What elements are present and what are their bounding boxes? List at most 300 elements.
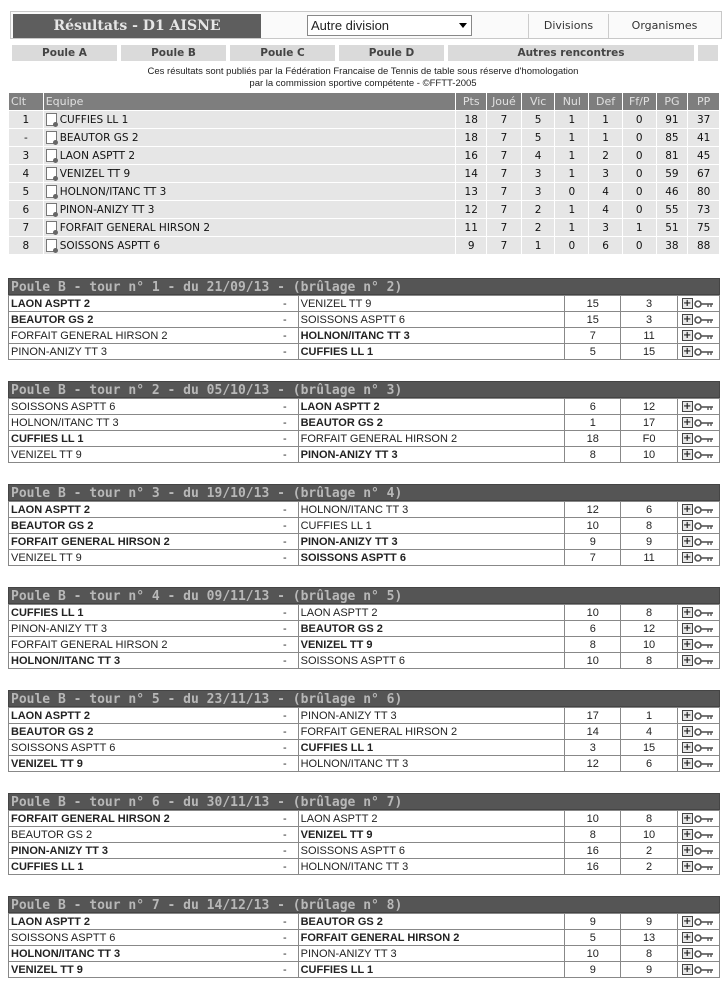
versus-separator: - bbox=[272, 296, 298, 312]
match-row bbox=[9, 344, 720, 360]
match-row bbox=[9, 605, 720, 621]
away-team: LAON ASPTT 2 bbox=[298, 811, 564, 827]
key-icon[interactable] bbox=[694, 933, 714, 943]
matches-table bbox=[8, 398, 720, 463]
plus-icon[interactable]: + bbox=[683, 964, 692, 976]
matches-table bbox=[8, 295, 720, 360]
col-equipe[interactable]: Equipe bbox=[43, 93, 456, 111]
plus-icon[interactable]: + bbox=[683, 639, 692, 651]
match-actions bbox=[677, 859, 719, 875]
key-icon[interactable] bbox=[694, 418, 714, 428]
home-score: 17 bbox=[565, 708, 621, 724]
key-icon[interactable] bbox=[694, 608, 714, 618]
standings-cell: - bbox=[9, 129, 44, 147]
col-joue[interactable]: Joué bbox=[487, 93, 522, 111]
versus-separator: - bbox=[272, 859, 298, 875]
team-sheet-icon[interactable] bbox=[46, 203, 57, 216]
versus-separator: - bbox=[272, 811, 298, 827]
match-actions bbox=[677, 415, 719, 431]
tab-poule-c[interactable]: Poule C bbox=[230, 45, 335, 61]
round-block bbox=[8, 896, 720, 978]
home-team: HOLNON/ITANC TT 3 bbox=[9, 946, 272, 962]
standings-row bbox=[9, 165, 720, 183]
tab-poule-d[interactable]: Poule D bbox=[339, 45, 444, 61]
team-name[interactable]: HOLNON/ITANC TT 3 bbox=[59, 186, 167, 198]
col-def[interactable]: Def bbox=[589, 93, 623, 111]
team-name[interactable]: CUFFIES LL 1 bbox=[59, 114, 129, 126]
key-icon[interactable] bbox=[694, 759, 714, 769]
key-icon[interactable] bbox=[694, 450, 714, 460]
page-title: Résultats - D1 AISNE bbox=[13, 14, 261, 38]
away-score: 11 bbox=[621, 550, 677, 566]
standings-cell: 14 bbox=[456, 165, 487, 183]
away-score: 2 bbox=[621, 843, 677, 859]
standings-cell: 75 bbox=[688, 219, 720, 237]
team-name[interactable]: VENIZEL TT 9 bbox=[59, 168, 131, 180]
standings-cell: 7 bbox=[487, 201, 522, 219]
match-actions bbox=[677, 605, 719, 621]
away-team: VENIZEL TT 9 bbox=[298, 827, 564, 843]
tab-poule-a[interactable]: Poule A bbox=[12, 45, 117, 61]
home-team: CUFFIES LL 1 bbox=[9, 859, 272, 875]
tab-autres-rencontres[interactable]: Autres rencontres bbox=[448, 45, 694, 61]
away-team: CUFFIES LL 1 bbox=[298, 344, 564, 360]
plus-icon[interactable]: + bbox=[683, 417, 692, 429]
standings-cell: 11 bbox=[456, 219, 487, 237]
home-score: 10 bbox=[565, 605, 621, 621]
team-cell bbox=[43, 129, 456, 147]
versus-separator: - bbox=[272, 502, 298, 518]
standings-cell: 0 bbox=[622, 147, 656, 165]
home-score: 12 bbox=[565, 502, 621, 518]
away-score: 12 bbox=[621, 621, 677, 637]
team-name[interactable]: FORFAIT GENERAL HIRSON 2 bbox=[59, 222, 211, 234]
plus-icon[interactable]: + bbox=[683, 552, 692, 564]
standings-cell: 55 bbox=[656, 201, 688, 219]
plus-icon[interactable]: + bbox=[683, 948, 692, 960]
plus-icon[interactable]: + bbox=[683, 520, 692, 532]
match-row bbox=[9, 621, 720, 637]
standings-header-row bbox=[9, 93, 720, 111]
key-icon[interactable] bbox=[694, 640, 714, 650]
standings-cell: 41 bbox=[688, 129, 720, 147]
match-actions bbox=[677, 296, 719, 312]
plus-icon[interactable]: + bbox=[683, 655, 692, 667]
away-score: 15 bbox=[621, 344, 677, 360]
team-sheet-icon[interactable] bbox=[46, 149, 57, 162]
standings-cell: 4 bbox=[9, 165, 44, 183]
plus-icon[interactable]: + bbox=[683, 346, 692, 358]
team-cell bbox=[43, 147, 456, 165]
home-team: PINON-ANIZY TT 3 bbox=[9, 843, 272, 859]
away-score: 10 bbox=[621, 637, 677, 653]
away-team: FORFAIT GENERAL HIRSON 2 bbox=[298, 930, 564, 946]
notice-line-2: par la commission sportive compétente - ©FFTT-2005 bbox=[249, 78, 477, 89]
home-team: VENIZEL TT 9 bbox=[9, 962, 272, 978]
standings-cell: 0 bbox=[622, 237, 656, 255]
plus-icon[interactable]: + bbox=[683, 314, 692, 326]
home-score: 14 bbox=[565, 724, 621, 740]
away-team: SOISSONS ASPTT 6 bbox=[298, 653, 564, 669]
home-team: BEAUTOR GS 2 bbox=[9, 312, 272, 328]
division-select[interactable] bbox=[307, 15, 472, 36]
standings-cell: 37 bbox=[688, 111, 720, 129]
key-icon[interactable] bbox=[694, 315, 714, 325]
match-row bbox=[9, 708, 720, 724]
standings-cell: 7 bbox=[487, 237, 522, 255]
divisions-link[interactable]: Divisions bbox=[528, 14, 608, 38]
standings-cell: 13 bbox=[456, 183, 487, 201]
plus-icon[interactable]: + bbox=[683, 449, 692, 461]
standings-cell: 46 bbox=[656, 183, 688, 201]
standings-cell: 18 bbox=[456, 129, 487, 147]
standings-row bbox=[9, 111, 720, 129]
matches-table bbox=[8, 913, 720, 978]
standings-cell: 1 bbox=[555, 165, 589, 183]
away-score: 10 bbox=[621, 447, 677, 463]
standings-row bbox=[9, 183, 720, 201]
match-row bbox=[9, 399, 720, 415]
match-row bbox=[9, 518, 720, 534]
standings-cell: 1 bbox=[521, 237, 555, 255]
key-icon[interactable] bbox=[694, 553, 714, 563]
plus-icon[interactable]: + bbox=[683, 861, 692, 873]
standings-cell: 38 bbox=[656, 237, 688, 255]
match-row bbox=[9, 827, 720, 843]
plus-icon[interactable]: + bbox=[683, 726, 692, 738]
away-team: SOISSONS ASPTT 6 bbox=[298, 312, 564, 328]
versus-separator: - bbox=[272, 653, 298, 669]
col-pts[interactable]: Pts bbox=[456, 93, 487, 111]
versus-separator: - bbox=[272, 312, 298, 328]
matches-table bbox=[8, 707, 720, 772]
away-team: HOLNON/ITANC TT 3 bbox=[298, 859, 564, 875]
team-name[interactable]: SOISSONS ASPTT 6 bbox=[59, 240, 161, 252]
away-score: 8 bbox=[621, 518, 677, 534]
standings-cell: 0 bbox=[622, 165, 656, 183]
plus-icon[interactable]: + bbox=[683, 298, 692, 310]
tab-spacer bbox=[698, 45, 718, 61]
plus-icon[interactable]: + bbox=[683, 401, 692, 413]
key-icon[interactable] bbox=[694, 537, 714, 547]
standings-cell: 45 bbox=[688, 147, 720, 165]
match-actions bbox=[677, 534, 719, 550]
versus-separator: - bbox=[272, 637, 298, 653]
standings-cell: 1 bbox=[589, 129, 623, 147]
key-icon[interactable] bbox=[694, 434, 714, 444]
away-team: PINON-ANIZY TT 3 bbox=[298, 447, 564, 463]
away-team: VENIZEL TT 9 bbox=[298, 296, 564, 312]
round-block bbox=[8, 381, 720, 463]
team-sheet-icon[interactable] bbox=[46, 167, 57, 180]
col-ffp[interactable]: Ff/P bbox=[622, 93, 656, 111]
versus-separator: - bbox=[272, 946, 298, 962]
match-row bbox=[9, 843, 720, 859]
match-row bbox=[9, 962, 720, 978]
key-icon[interactable] bbox=[694, 521, 714, 531]
round-block bbox=[8, 690, 720, 772]
round-title: Poule B - tour n° 3 - du 19/10/13 - (brûlage n° 4) bbox=[8, 484, 720, 501]
away-score: 1 bbox=[621, 708, 677, 724]
standings-cell: 7 bbox=[487, 111, 522, 129]
round-title: Poule B - tour n° 6 - du 30/11/13 - (brûlage n° 7) bbox=[8, 793, 720, 810]
versus-separator: - bbox=[272, 605, 298, 621]
home-score: 10 bbox=[565, 518, 621, 534]
home-score: 5 bbox=[565, 344, 621, 360]
away-score: 17 bbox=[621, 415, 677, 431]
away-team: SOISSONS ASPTT 6 bbox=[298, 550, 564, 566]
key-icon[interactable] bbox=[694, 331, 714, 341]
standings-cell: 18 bbox=[456, 111, 487, 129]
away-team: SOISSONS ASPTT 6 bbox=[298, 843, 564, 859]
organismes-link[interactable]: Organismes bbox=[608, 14, 720, 38]
home-score: 16 bbox=[565, 859, 621, 875]
standings-cell: 4 bbox=[589, 201, 623, 219]
team-sheet-icon[interactable] bbox=[46, 239, 57, 252]
versus-separator: - bbox=[272, 914, 298, 930]
match-row bbox=[9, 914, 720, 930]
plus-icon[interactable]: + bbox=[683, 504, 692, 516]
plus-icon[interactable]: + bbox=[683, 433, 692, 445]
standings-cell: 3 bbox=[521, 183, 555, 201]
plus-icon[interactable]: + bbox=[683, 758, 692, 770]
versus-separator: - bbox=[272, 447, 298, 463]
match-actions bbox=[677, 946, 719, 962]
key-icon[interactable] bbox=[694, 624, 714, 634]
match-actions bbox=[677, 740, 719, 756]
away-score: 8 bbox=[621, 811, 677, 827]
key-icon[interactable] bbox=[694, 402, 714, 412]
standings-row bbox=[9, 147, 720, 165]
away-score: 8 bbox=[621, 946, 677, 962]
plus-icon[interactable]: + bbox=[683, 607, 692, 619]
standings-cell: 2 bbox=[521, 201, 555, 219]
match-row bbox=[9, 550, 720, 566]
standings-cell: 0 bbox=[622, 201, 656, 219]
standings-cell: 5 bbox=[9, 183, 44, 201]
key-icon[interactable] bbox=[694, 814, 714, 824]
round-title: Poule B - tour n° 7 - du 14/12/13 - (brûlage n° 8) bbox=[8, 896, 720, 913]
away-score: 10 bbox=[621, 827, 677, 843]
notice-line-1: Ces résultats sont publiés par la Fédération Francaise de Tennis de table sous réserve d'homologation bbox=[147, 66, 579, 77]
plus-icon[interactable]: + bbox=[683, 536, 692, 548]
away-team: HOLNON/ITANC TT 3 bbox=[298, 328, 564, 344]
away-team: LAON ASPTT 2 bbox=[298, 605, 564, 621]
versus-separator: - bbox=[272, 518, 298, 534]
key-icon[interactable] bbox=[694, 505, 714, 515]
key-icon[interactable] bbox=[694, 846, 714, 856]
home-team: FORFAIT GENERAL HIRSON 2 bbox=[9, 534, 272, 550]
match-actions bbox=[677, 930, 719, 946]
key-icon[interactable] bbox=[694, 965, 714, 975]
standings-cell: 7 bbox=[9, 219, 44, 237]
match-actions bbox=[677, 827, 719, 843]
team-cell bbox=[43, 165, 456, 183]
matches-table bbox=[8, 501, 720, 566]
home-score: 6 bbox=[565, 621, 621, 637]
team-cell bbox=[43, 183, 456, 201]
team-cell bbox=[43, 201, 456, 219]
away-score: 11 bbox=[621, 328, 677, 344]
match-row bbox=[9, 756, 720, 772]
away-team: PINON-ANIZY TT 3 bbox=[298, 946, 564, 962]
team-cell bbox=[43, 111, 456, 129]
plus-icon[interactable]: + bbox=[683, 710, 692, 722]
key-icon[interactable] bbox=[694, 347, 714, 357]
col-nul[interactable]: Nul bbox=[555, 93, 589, 111]
match-row bbox=[9, 431, 720, 447]
match-row bbox=[9, 637, 720, 653]
versus-separator: - bbox=[272, 328, 298, 344]
versus-separator: - bbox=[272, 344, 298, 360]
round-block bbox=[8, 484, 720, 566]
match-row bbox=[9, 296, 720, 312]
round-title: Poule B - tour n° 2 - du 05/10/13 - (brûlage n° 3) bbox=[8, 381, 720, 398]
team-name[interactable]: BEAUTOR GS 2 bbox=[59, 132, 139, 144]
home-score: 5 bbox=[565, 930, 621, 946]
team-name[interactable]: PINON-ANIZY TT 3 bbox=[59, 204, 155, 216]
home-score: 15 bbox=[565, 296, 621, 312]
home-team: SOISSONS ASPTT 6 bbox=[9, 399, 272, 415]
standings-cell: 9 bbox=[456, 237, 487, 255]
plus-icon[interactable]: + bbox=[683, 813, 692, 825]
away-score: 4 bbox=[621, 724, 677, 740]
plus-icon[interactable]: + bbox=[683, 845, 692, 857]
plus-icon[interactable]: + bbox=[683, 330, 692, 342]
standings-cell: 1 bbox=[555, 111, 589, 129]
standings-cell: 1 bbox=[555, 219, 589, 237]
team-sheet-icon[interactable] bbox=[46, 221, 57, 234]
match-actions bbox=[677, 724, 719, 740]
away-score: F0 bbox=[621, 431, 677, 447]
standings-cell: 3 bbox=[589, 165, 623, 183]
away-team: PINON-ANIZY TT 3 bbox=[298, 534, 564, 550]
key-icon[interactable] bbox=[694, 917, 714, 927]
standings-cell: 3 bbox=[589, 219, 623, 237]
round-block bbox=[8, 793, 720, 875]
matches-table bbox=[8, 604, 720, 669]
versus-separator: - bbox=[272, 740, 298, 756]
home-score: 9 bbox=[565, 962, 621, 978]
chevron-down-icon bbox=[459, 23, 467, 28]
versus-separator: - bbox=[272, 843, 298, 859]
home-score: 15 bbox=[565, 312, 621, 328]
home-team: PINON-ANIZY TT 3 bbox=[9, 344, 272, 360]
key-icon[interactable] bbox=[694, 949, 714, 959]
standings-cell: 2 bbox=[521, 219, 555, 237]
home-team: LAON ASPTT 2 bbox=[9, 502, 272, 518]
col-pp[interactable]: PP bbox=[688, 93, 720, 111]
key-icon[interactable] bbox=[694, 299, 714, 309]
col-clt[interactable]: Clt bbox=[9, 93, 44, 111]
home-score: 3 bbox=[565, 740, 621, 756]
col-pg[interactable]: PG bbox=[656, 93, 688, 111]
standings-cell: 80 bbox=[688, 183, 720, 201]
team-sheet-icon[interactable] bbox=[46, 185, 57, 198]
standings-cell: 8 bbox=[9, 237, 44, 255]
home-score: 9 bbox=[565, 534, 621, 550]
match-row bbox=[9, 811, 720, 827]
away-score: 15 bbox=[621, 740, 677, 756]
versus-separator: - bbox=[272, 962, 298, 978]
home-team: BEAUTOR GS 2 bbox=[9, 518, 272, 534]
standings-cell: 6 bbox=[9, 201, 44, 219]
division-select-value: Autre division bbox=[311, 18, 390, 33]
match-actions bbox=[677, 811, 719, 827]
home-score: 8 bbox=[565, 447, 621, 463]
key-icon[interactable] bbox=[694, 743, 714, 753]
home-team: HOLNON/ITANC TT 3 bbox=[9, 415, 272, 431]
versus-separator: - bbox=[272, 621, 298, 637]
away-team: HOLNON/ITANC TT 3 bbox=[298, 756, 564, 772]
match-row bbox=[9, 740, 720, 756]
plus-icon[interactable]: + bbox=[683, 623, 692, 635]
home-score: 16 bbox=[565, 843, 621, 859]
team-sheet-icon[interactable] bbox=[46, 113, 57, 126]
away-score: 9 bbox=[621, 962, 677, 978]
away-team: HOLNON/ITANC TT 3 bbox=[298, 502, 564, 518]
standings-cell: 1 bbox=[555, 201, 589, 219]
key-icon[interactable] bbox=[694, 862, 714, 872]
key-icon[interactable] bbox=[694, 830, 714, 840]
match-actions bbox=[677, 431, 719, 447]
away-score: 9 bbox=[621, 914, 677, 930]
standings-cell: 6 bbox=[589, 237, 623, 255]
match-row bbox=[9, 415, 720, 431]
match-actions bbox=[677, 447, 719, 463]
team-sheet-icon[interactable] bbox=[46, 131, 57, 144]
home-team: CUFFIES LL 1 bbox=[9, 605, 272, 621]
match-actions bbox=[677, 502, 719, 518]
key-icon[interactable] bbox=[694, 656, 714, 666]
standings-cell: 59 bbox=[656, 165, 688, 183]
standings-cell: 3 bbox=[9, 147, 44, 165]
team-name[interactable]: LAON ASPTT 2 bbox=[59, 150, 136, 162]
away-score: 8 bbox=[621, 605, 677, 621]
match-row bbox=[9, 312, 720, 328]
versus-separator: - bbox=[272, 827, 298, 843]
away-score: 9 bbox=[621, 534, 677, 550]
col-vic[interactable]: Vic bbox=[521, 93, 555, 111]
home-score: 18 bbox=[565, 431, 621, 447]
key-icon[interactable] bbox=[694, 711, 714, 721]
plus-icon[interactable]: + bbox=[683, 829, 692, 841]
away-score: 6 bbox=[621, 756, 677, 772]
away-score: 3 bbox=[621, 312, 677, 328]
tab-poule-b[interactable]: Poule B bbox=[121, 45, 226, 61]
standings-cell: 7 bbox=[487, 147, 522, 165]
standings-cell: 91 bbox=[656, 111, 688, 129]
standings-cell: 1 bbox=[9, 111, 44, 129]
team-cell bbox=[43, 237, 456, 255]
standings-cell: 5 bbox=[521, 111, 555, 129]
round-block bbox=[8, 278, 720, 360]
plus-icon[interactable]: + bbox=[683, 932, 692, 944]
home-team: FORFAIT GENERAL HIRSON 2 bbox=[9, 637, 272, 653]
home-team: VENIZEL TT 9 bbox=[9, 756, 272, 772]
plus-icon[interactable]: + bbox=[683, 742, 692, 754]
plus-icon[interactable]: + bbox=[683, 916, 692, 928]
match-actions bbox=[677, 708, 719, 724]
standings-cell: 7 bbox=[487, 129, 522, 147]
home-team: BEAUTOR GS 2 bbox=[9, 724, 272, 740]
away-score: 12 bbox=[621, 399, 677, 415]
key-icon[interactable] bbox=[694, 727, 714, 737]
standings-cell: 7 bbox=[487, 219, 522, 237]
round-title: Poule B - tour n° 1 - du 21/09/13 - (brûlage n° 2) bbox=[8, 278, 720, 295]
standings-cell: 1 bbox=[622, 219, 656, 237]
standings-cell: 0 bbox=[622, 129, 656, 147]
